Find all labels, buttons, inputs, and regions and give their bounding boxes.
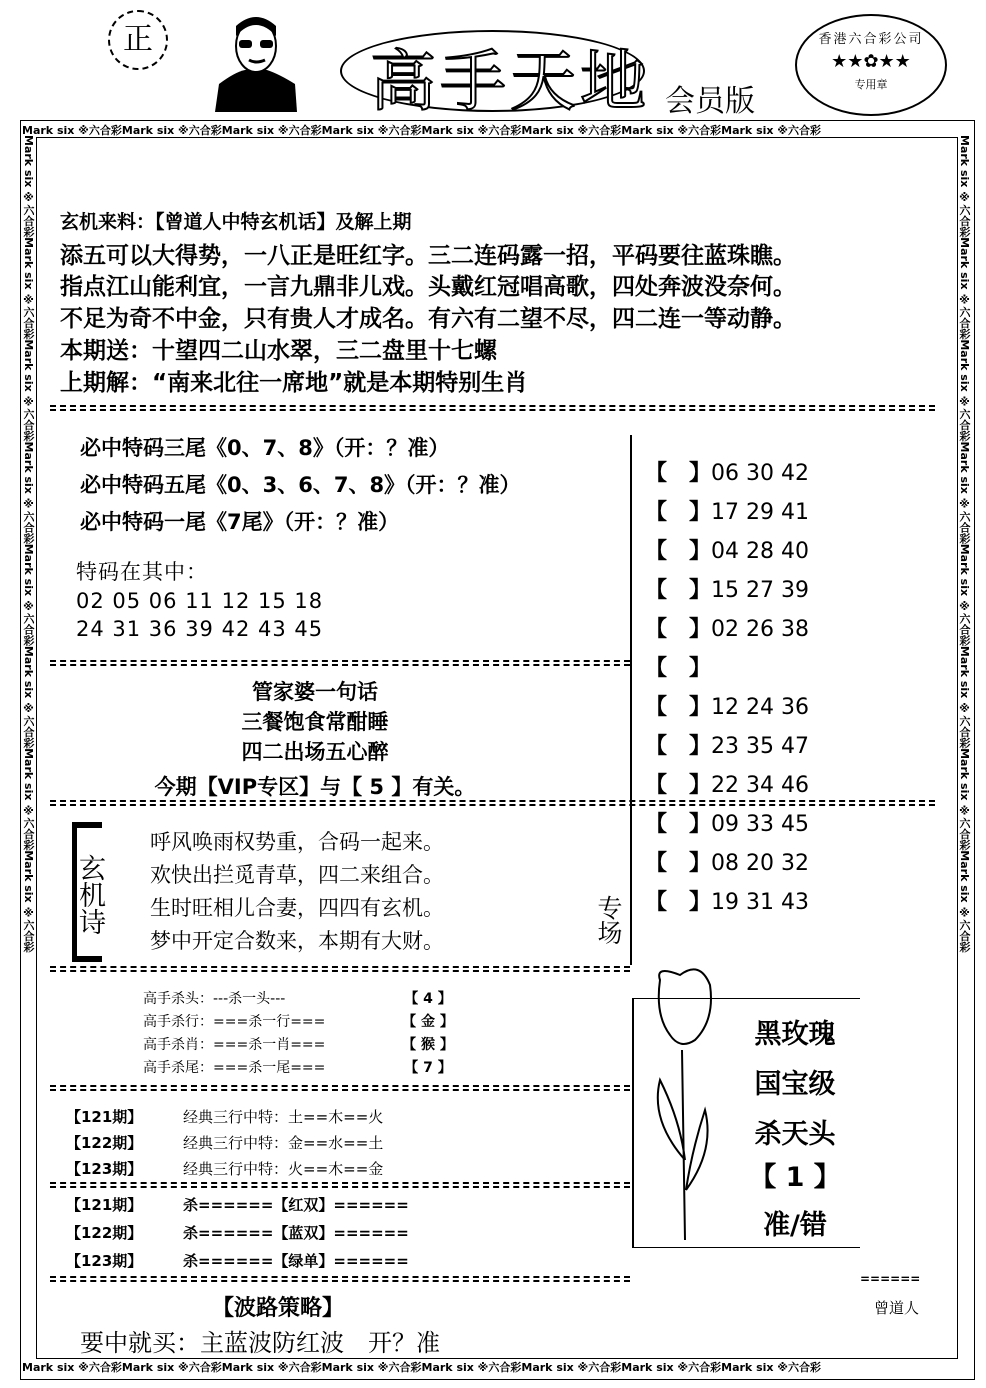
title-text: 高手天地 bbox=[370, 43, 650, 120]
kill-row bbox=[143, 988, 452, 1008]
author-name: 曾道人 bbox=[874, 1299, 920, 1317]
divider bbox=[50, 405, 935, 411]
divider bbox=[50, 1276, 630, 1282]
zodiac-row bbox=[645, 651, 711, 682]
kill-value: 【 7 】 bbox=[404, 1060, 452, 1076]
kill-label: 高手杀肖：===杀一肖=== bbox=[143, 1037, 326, 1053]
prediction-line: 必中特码一尾《7尾》（开：？准） bbox=[80, 510, 400, 534]
kill-row bbox=[143, 1057, 452, 1077]
zodiac-numbers: 22 34 46 bbox=[711, 773, 809, 798]
border-strip-left: Mark six ※六合彩Mark six ※六合彩Mark six ※六合彩Mark six ※六合彩Mark six ※六合彩Mark six ※六合彩Mark six ※六合彩Mark six ※六合彩 bbox=[22, 135, 35, 953]
divider bbox=[50, 1085, 630, 1091]
edition-label: 会员版 bbox=[665, 84, 755, 119]
zodiac-numbers: 12 24 36 bbox=[711, 695, 809, 720]
kill-label: 高手杀尾：===杀一尾=== bbox=[143, 1060, 326, 1076]
poem-line: 欢快出拦觅青草，四二来组合。 bbox=[150, 863, 444, 887]
special-numbers: 02 05 06 11 12 15 18 bbox=[76, 589, 324, 613]
zodiac-bracket: 【 】 bbox=[645, 695, 712, 720]
zodiac-row bbox=[645, 846, 809, 877]
rose-line: 杀天头 bbox=[754, 1119, 836, 1150]
divider bbox=[50, 800, 935, 806]
poem-label: 玄机诗 bbox=[72, 822, 102, 962]
guanjiapo-line: 今期【VIP专区】与【 5 】有关。 bbox=[154, 775, 476, 799]
strategy-text: 要中就买：主蓝波防红波 开？准 bbox=[80, 1329, 440, 1357]
intro-line: 指点江山能利宜，一言九鼎非儿戏。头戴红冠唱高歌，四处奔波没奈何。 bbox=[60, 274, 796, 300]
color-kill-text: 杀======【蓝双】====== bbox=[183, 1224, 409, 1242]
poem-line: 梦中开定合数来，本期有大财。 bbox=[150, 929, 444, 953]
guanjiapo-line: 四二出场五心醉 bbox=[241, 740, 389, 764]
kill-row bbox=[143, 1034, 454, 1054]
divider bbox=[50, 1182, 630, 1188]
border-strip-right: Mark six ※六合彩Mark six ※六合彩Mark six ※六合彩Mark six ※六合彩Mark six ※六合彩Mark six ※六合彩Mark six ※六合彩Mark six ※六合彩 bbox=[958, 135, 971, 953]
wuxing-text: 经典三行中特：火==木==金 bbox=[183, 1160, 384, 1178]
company-stamp bbox=[795, 14, 947, 116]
stamp-text: 香港六合彩公司 bbox=[818, 32, 924, 47]
zodiac-bracket: 【 】 bbox=[645, 539, 712, 564]
zodiac-numbers: 08 20 32 bbox=[711, 851, 809, 876]
kill-value: 【 猴 】 bbox=[402, 1037, 454, 1053]
zodiac-bracket: 【 】 bbox=[645, 734, 712, 759]
color-kill-text: 杀======【红双】====== bbox=[183, 1196, 409, 1214]
zodiac-bracket: 【 】 bbox=[645, 773, 712, 798]
zodiac-row bbox=[645, 807, 809, 838]
color-kill-text: 杀======【绿单】====== bbox=[183, 1252, 409, 1270]
rose-line: 黑玫瑰 bbox=[754, 1019, 836, 1050]
zodiac-row bbox=[645, 495, 809, 526]
intro-line: 本期送：十望四二山水翠，三二盘里十七螺 bbox=[60, 338, 497, 364]
period-label: 【123期】 bbox=[66, 1252, 143, 1270]
intro-heading: 玄机来料：【曾道人中特玄机话】及解上期 bbox=[60, 211, 412, 233]
stamp-sub: 专用章 bbox=[854, 78, 888, 91]
special-numbers: 24 31 36 39 42 43 45 bbox=[76, 617, 324, 641]
zodiac-bracket: 【 】 bbox=[645, 578, 712, 603]
poem-side: 专场 bbox=[594, 895, 623, 945]
zodiac-row bbox=[645, 612, 809, 643]
zodiac-bracket: 【 】 bbox=[645, 656, 712, 681]
zodiac-numbers: 19 31 43 bbox=[711, 890, 809, 915]
poem-line: 生时旺相儿合妻，四四有玄机。 bbox=[150, 896, 444, 920]
kill-value: 【 4 】 bbox=[404, 991, 452, 1007]
zodiac-row bbox=[645, 573, 809, 604]
zodiac-row bbox=[645, 885, 809, 916]
border-strip-bottom: Mark six ※六合彩Mark six ※六合彩Mark six ※六合彩Mark six ※六合彩Mark six ※六合彩Mark six ※六合彩Mark six ※六合彩Mark six ※六合彩 bbox=[22, 1361, 822, 1373]
kill-label: 高手杀行：===杀一行=== bbox=[143, 1014, 326, 1030]
period-label: 【122期】 bbox=[66, 1134, 143, 1152]
intro-line: 添五可以大得势，一八正是旺红字。三二连码露一招，平码要往蓝珠瞧。 bbox=[60, 243, 796, 269]
zodiac-row bbox=[645, 729, 809, 760]
period-label: 【123期】 bbox=[66, 1160, 143, 1178]
wuxing-text: 经典三行中特：金==水==土 bbox=[183, 1134, 384, 1152]
strategy-title: 【波路策略】 bbox=[212, 1296, 345, 1321]
rose-line: 准/错 bbox=[763, 1210, 827, 1241]
zodiac-numbers: 17 29 41 bbox=[711, 500, 809, 525]
wuxing-text: 经典三行中特：土==木==火 bbox=[183, 1108, 384, 1126]
divider bbox=[50, 660, 630, 666]
border-strip-top: Mark six ※六合彩Mark six ※六合彩Mark six ※六合彩Mark six ※六合彩Mark six ※六合彩Mark six ※六合彩Mark six ※六合彩Mark six ※六合彩 bbox=[22, 124, 822, 136]
prediction-line: 必中特码五尾《0、3、6、7、8》（开：？准） bbox=[80, 473, 521, 497]
tulip-icon bbox=[640, 960, 725, 1250]
zodiac-bracket: 【 】 bbox=[645, 617, 712, 642]
zodiac-row bbox=[645, 690, 809, 721]
zodiac-numbers: 04 28 40 bbox=[711, 539, 809, 564]
prediction-line: 必中特码三尾《0、7、8》（开：？准） bbox=[80, 436, 450, 460]
rose-line: 【 1 】 bbox=[749, 1162, 841, 1193]
intro-line: 上期解：“南来北往一席地”就是本期特别生肖 bbox=[60, 370, 528, 396]
zodiac-bracket: 【 】 bbox=[645, 890, 712, 915]
author-dashes: ====== bbox=[860, 1272, 921, 1286]
zodiac-row bbox=[645, 456, 809, 487]
seal-char: 正 bbox=[123, 22, 153, 57]
zodiac-numbers: 06 30 42 bbox=[711, 461, 809, 486]
zodiac-numbers: 09 33 45 bbox=[711, 812, 809, 837]
zodiac-bracket: 【 】 bbox=[645, 851, 712, 876]
zodiac-row bbox=[645, 534, 809, 565]
kill-label: 高手杀头：---杀一头--- bbox=[143, 991, 286, 1007]
zodiac-bracket: 【 】 bbox=[645, 461, 712, 486]
poem-line: 呼风唤雨权势重，合码一起来。 bbox=[150, 830, 444, 854]
stamp-stars: ★★✿★★ bbox=[831, 51, 911, 72]
column-divider bbox=[630, 435, 632, 965]
rose-line: 国宝级 bbox=[754, 1069, 836, 1100]
kill-value: 【 金 】 bbox=[402, 1014, 454, 1030]
divider bbox=[50, 966, 630, 972]
period-label: 【121期】 bbox=[66, 1108, 143, 1126]
zodiac-numbers: 23 35 47 bbox=[711, 734, 809, 759]
zodiac-bracket: 【 】 bbox=[645, 500, 712, 525]
zodiac-numbers: 02 26 38 bbox=[711, 617, 809, 642]
period-label: 【121期】 bbox=[66, 1196, 143, 1214]
kill-row bbox=[143, 1011, 454, 1031]
special-label: 特码在其中： bbox=[76, 560, 208, 584]
intro-line: 不足为奇不中金，只有贵人才成名。有六有二望不尽，四二连一等动静。 bbox=[60, 306, 796, 332]
guanjiapo-line: 三餐饱食常酣睡 bbox=[241, 710, 389, 734]
guanjiapo-title: 管家婆一句话 bbox=[252, 680, 378, 704]
zodiac-numbers: 15 27 39 bbox=[711, 578, 809, 603]
zodiac-row bbox=[645, 768, 809, 799]
seal-zheng bbox=[108, 10, 168, 70]
period-label: 【122期】 bbox=[66, 1224, 143, 1242]
zodiac-bracket: 【 】 bbox=[645, 812, 712, 837]
portrait-image bbox=[215, 14, 297, 112]
